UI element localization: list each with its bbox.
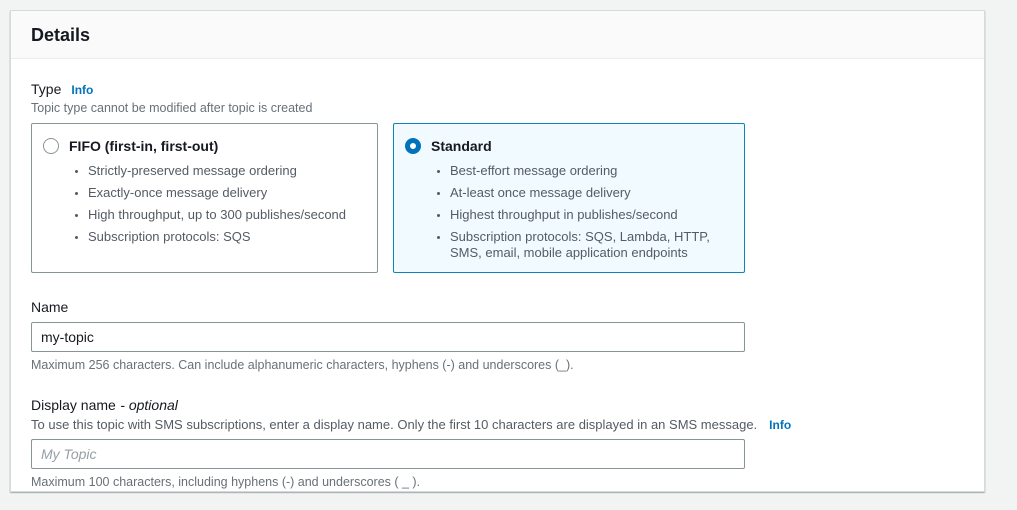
display-name-description: To use this topic with SMS subscriptions, enter a display name. Only the first 10 characters are displayed in an SMS message. [31, 417, 758, 432]
display-name-info-link[interactable]: Info [769, 418, 792, 432]
display-name-field [31, 395, 964, 490]
display-name-hint: Maximum 100 characters, including hyphens (-) and underscores ( _ ). [31, 475, 421, 489]
fifo-radio[interactable] [43, 138, 59, 154]
fifo-bullet: • Exactly-once message delivery [88, 185, 365, 201]
standard-bullet: • Best-effort message ordering [450, 163, 732, 179]
display-name-description-row [31, 416, 964, 434]
fifo-bullets [69, 163, 365, 245]
type-label: Type [31, 81, 62, 97]
type-label-row [31, 79, 964, 99]
standard-bullet: • Highest throughput in publishes/second [450, 207, 732, 223]
fifo-bullet: • Strictly-preserved message ordering [88, 163, 365, 179]
details-panel-body [11, 59, 984, 510]
display-name-label-row [31, 395, 964, 415]
display-name-label: Display name [31, 397, 116, 413]
standard-bullet: • At-least once message delivery [450, 185, 732, 201]
name-hint: Maximum 256 characters. Can include alphanumeric characters, hyphens (-) and underscores (_). [31, 358, 574, 372]
standard-bullet: • Subscription protocols: SQS, Lambda, HTTP, SMS, email, mobile application endpoints [450, 229, 732, 261]
fifo-bullet: • Subscription protocols: SQS [88, 229, 365, 245]
standard-tile-content [431, 136, 732, 267]
name-input[interactable] [31, 322, 745, 352]
details-panel [10, 10, 985, 492]
details-panel-header [11, 11, 984, 59]
display-name-input[interactable] [31, 439, 745, 469]
type-field [31, 79, 964, 273]
type-option-fifo[interactable] [31, 123, 378, 273]
fifo-bullet: • High throughput, up to 300 publishes/second [88, 207, 365, 223]
standard-radio[interactable] [405, 138, 421, 154]
standard-title: Standard [431, 138, 492, 154]
type-info-link[interactable]: Info [71, 83, 94, 97]
fifo-title: FIFO (first-in, first-out) [69, 138, 219, 154]
type-option-standard[interactable] [393, 123, 745, 273]
type-tiles [31, 123, 964, 273]
name-label: Name [31, 299, 69, 315]
standard-bullets [431, 163, 732, 261]
name-field [31, 297, 964, 373]
type-description: Topic type cannot be modified after topic is created [31, 101, 313, 115]
panel-title: Details [31, 25, 91, 45]
display-name-optional-label: - optional [120, 397, 178, 413]
fifo-tile-content [69, 136, 365, 251]
